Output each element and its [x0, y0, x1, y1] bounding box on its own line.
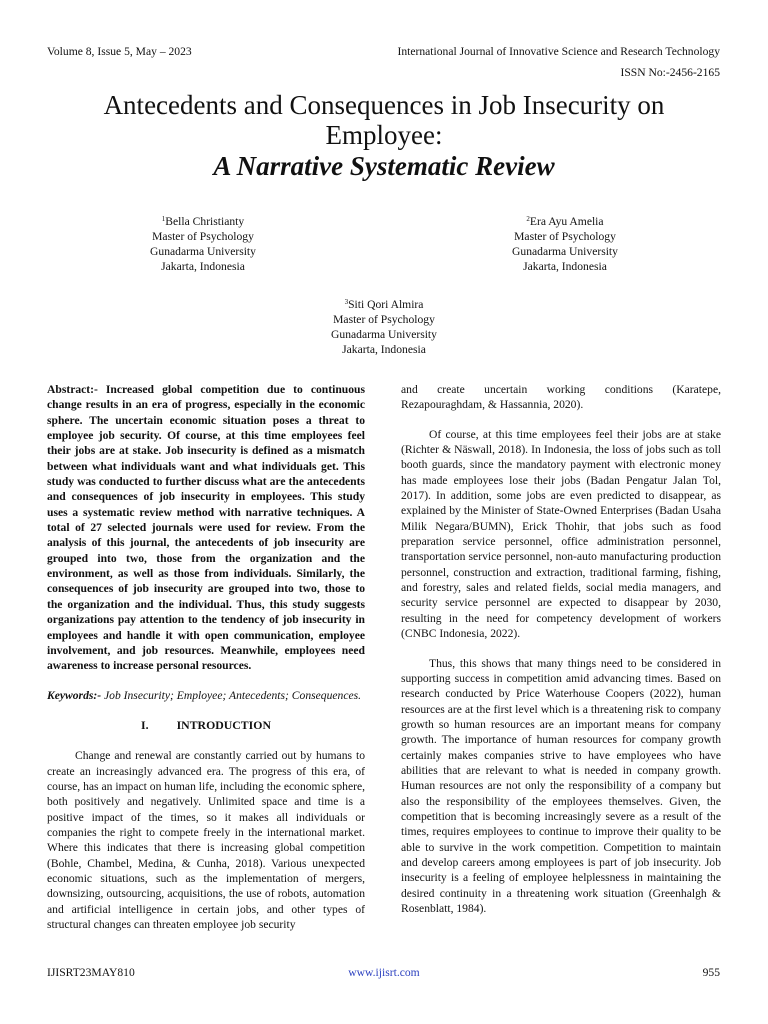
left-column — [47, 382, 365, 932]
author-location: Jakarta, Indonesia — [523, 260, 607, 273]
title-block — [0, 90, 768, 182]
author-block-2 — [465, 214, 665, 274]
keywords — [47, 688, 365, 703]
author-degree: Master of Psychology — [333, 313, 435, 326]
body-paragraph-continued: and create uncertain working conditions (Karatepe, Rezapouraghdam, & Hassannia, 2020). — [401, 383, 721, 412]
author-university: Gunadarma University — [331, 328, 437, 341]
author-block-3 — [284, 297, 484, 357]
author-name — [465, 214, 665, 229]
keywords-text: Job Insecurity; Employee; Antecedents; Consequences. — [104, 688, 362, 702]
footer-page-number: 955 — [702, 966, 720, 979]
header-issn: ISSN No:-2456-2165 — [620, 66, 720, 79]
footer-paper-id: IJISRT23MAY810 — [47, 966, 135, 979]
right-column — [401, 382, 721, 916]
author-degree: Master of Psychology — [152, 230, 254, 243]
author-location: Jakarta, Indonesia — [161, 260, 245, 273]
author-degree: Master of Psychology — [514, 230, 616, 243]
body-paragraph: Thus, this shows that many things need to be considered in supporting success in competition amid advancing times. Based on research conducted by Price Waterhouse Coopers (2022), human resources are at the first level which is a threatening risk to company growth so human resources are an important means for company growth. The importance of human resources for company growth certainly makes companies strive to have employees who have abilities that are relevant to what is needed in company growth. Human resources are not only the responsibility of a company but also the responsibility of the employees themselves. Given, the competition that is becoming increasingly severe as a result of the times, requires employees to continue to improve their quality to be able to survive in the work competition. Competition to maintain and develop careers among employees is part of job insecurity. Job insecurity is a feeling of employee helplessness in maintaining the desired continuity in a threatening work situation (Greenhalgh & Rosenblatt, 1984). — [401, 656, 721, 915]
paper-title-line-2: Employee: — [325, 120, 443, 150]
paper-subtitle: A Narrative Systematic Review — [213, 151, 555, 181]
keywords-label: Keywords:- — [47, 688, 102, 702]
abstract: Abstract:- Increased global competition due to continuous change results in an era of progress, especially in the economic sphere. The uncertain economic situation poses a threat to employee job security. Of course, at this time employees feel their jobs are at stake. Job insecurity is defined as a mismatch between what individuals want and what individuals get. This study was conducted to further discuss what are the antecedents and consequences of job insecurity in employees. This study uses a systematic review method with narrative techniques. A total of 27 selected journals were used for review. From the analysis of this journal, the antecedents of job insecurity are grouped into two, those from the organization and the environment, as well as those from individuals. Similarly, the consequences of job insecurity are grouped into two, those to the organization and the individual. Thus, this study suggests organizations pay attention to the tendency of job insecurity in employees and handle it with open communication, employee involvement, and job resources. Meanwhile, employees need awareness to increase personal resources. — [47, 383, 365, 673]
author-name-text: Siti Qori Almira — [348, 298, 424, 311]
section-number: I. — [141, 717, 149, 732]
section-title: INTRODUCTION — [176, 717, 271, 732]
author-name-text: Bella Christianty — [165, 215, 245, 228]
header-volume: Volume 8, Issue 5, May – 2023 — [47, 45, 192, 58]
author-sup: 3 — [344, 298, 349, 306]
body-paragraph: Change and renewal are constantly carried out by humans to create an increasingly advanced era. The progress of this era, of course, has an impact on human life, including the economic sphere, both positively and negatively. Unlimited space and time is a positive impact of the times, so it makes all individuals or companies the right to compete freely in the international market. Where this indicates that there is increasing global competition (Bohle, Chambel, Medina, & Cunha, 2018). Various unexpected economic situations, such as the implementation of mergers, downsizing, outsourcing, acquisitions, the use of robots, automation and artificial intelligence in certain jobs, and other types of structural changes can threaten employee job security — [47, 749, 365, 931]
header-journal-name: International Journal of Innovative Science and Research Technology — [397, 45, 720, 58]
author-name — [103, 214, 303, 229]
body-paragraph: Of course, at this time employees feel their jobs are at stake (Richter & Näswall, 2018). In Indonesia, the loss of jobs such as toll booth guards, since the mandatory payment with electronic money has made employees lose their jobs (Badan Pengatur Jalan Tol, 2017). In addition, some jobs are even predicted to disappear, as explained by the Minister of State-Owned Enterprises (Badan Usaha Milik Negara/BUMN), Erick Thohir, that jobs such as food preparation service personnel, office administration personnel, transportation service personnel, non-auto manufacturing production personnel, construction and extraction, traditional farming, fishing, and forestry, sales and related fields, social media managers, and security service personnel are expected to disappear by 2030, resulting in the need for competency development of workers (CNBC Indonesia, 2022). — [401, 427, 721, 641]
paper-title-line-1: Antecedents and Consequences in Job Insecurity on — [103, 90, 665, 120]
author-location: Jakarta, Indonesia — [342, 343, 426, 356]
author-sup: 1 — [161, 215, 166, 223]
author-block-1 — [103, 214, 303, 274]
author-name-text: Era Ayu Amelia — [529, 215, 604, 228]
author-sup: 2 — [526, 215, 530, 223]
author-university: Gunadarma University — [150, 245, 256, 258]
author-name — [284, 297, 484, 312]
author-university: Gunadarma University — [512, 245, 618, 258]
footer-website-link[interactable]: www.ijisrt.com — [348, 966, 420, 979]
section-heading — [47, 718, 365, 733]
